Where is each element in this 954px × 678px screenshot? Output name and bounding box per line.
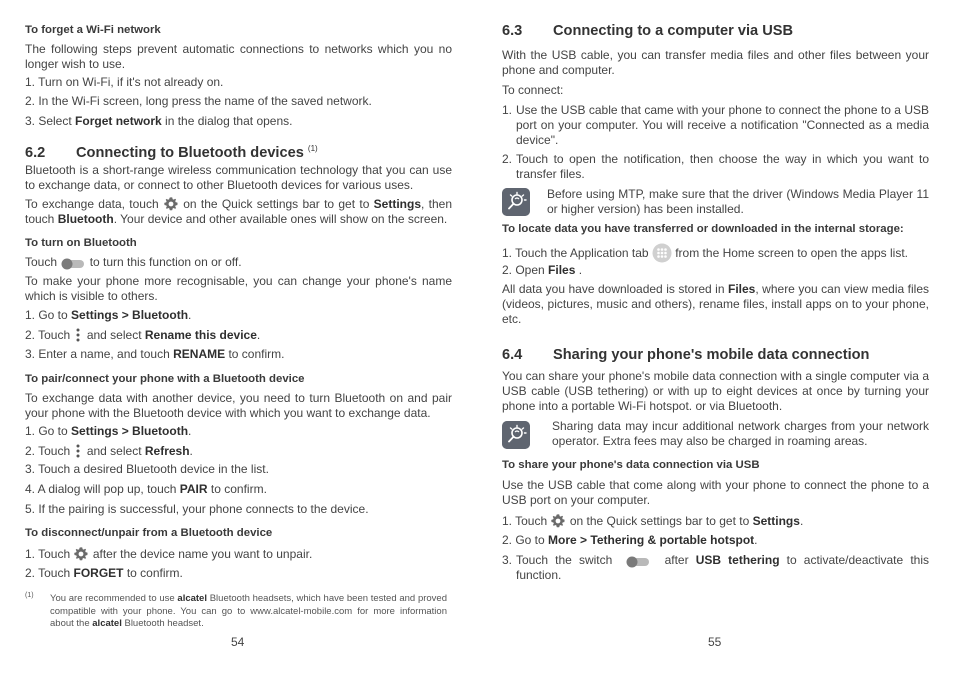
turn-on-bluetooth-touch: Touch to turn this function on or off.	[25, 255, 242, 269]
share-step-2: 2. Go to More > Tethering & portable hotspot.	[502, 533, 758, 547]
forget-wifi-heading: To forget a Wi-Fi network	[25, 24, 161, 36]
share-step-3: 3. Touch the switch after USB tethering to activate/deactivate this function.	[502, 553, 929, 582]
app-drawer-icon	[652, 243, 672, 263]
pair-heading: To pair/connect your phone with a Bluetooth device	[25, 373, 305, 385]
usb-step-1: 1. Use the USB cable that came with your phone to connect the phone to a USB port on your computer. You will receive a notification "Connected as a media device".	[502, 103, 929, 147]
usb-tip	[502, 187, 929, 219]
turn-on-bluetooth-heading: To turn on Bluetooth	[25, 237, 137, 249]
forget-step-1: 1. Turn on Wi-Fi, if it's not already on.	[25, 75, 224, 89]
page-number-right: 55	[708, 635, 722, 649]
pair-intro: To exchange data with another device, you need to turn Bluetooth on and pair your phone with the Bluetooth device with which you want to exchange data.	[25, 391, 452, 420]
share-usb-para: Use the USB cable that come along with your phone to connect the phone to a USB port on your computer.	[502, 478, 929, 507]
pair-step-4: 4. A dialog will pop up, touch PAIR to confirm.	[25, 482, 267, 496]
section-heading-sharing: 6.4 Sharing your phone's mobile data connection	[502, 347, 870, 363]
unpair-heading: To disconnect/unpair from a Bluetooth device	[25, 527, 273, 539]
more-options-icon	[73, 443, 83, 459]
page-number-left: 54	[231, 635, 245, 649]
locate-step-1: 1. Touch the Application tab from the Home screen to open the apps list.	[502, 243, 929, 263]
footnote-text: You are recommended to use alcatel Bluetooth headsets, which have been tested and proved compatible with your phone. You can go to www.alcatel-mobile.com for more information about the alcatel Bluetooth headset.	[50, 593, 447, 629]
forget-wifi-intro: The following steps prevent automatic connections to networks which you no longer wish to use.	[25, 42, 452, 71]
lightbulb-tip-icon	[502, 188, 530, 216]
forget-wifi-section	[25, 23, 452, 38]
usb-to-connect: To connect:	[502, 83, 564, 97]
gear-icon	[163, 196, 179, 212]
usb-tip-text: Before using MTP, make sure that the driver (Windows Media Player 11 or higher version) has been installed.	[547, 187, 929, 216]
lightbulb-tip-icon	[502, 421, 530, 449]
bluetooth-intro: Bluetooth is a short-range wireless communication technology that you can use to exchange data, or connect to other Bluetooth devices for various uses.	[25, 163, 452, 192]
share-usb-heading: To share your phone's data connection via USB	[502, 459, 760, 471]
more-options-icon	[73, 327, 83, 343]
section-heading-bluetooth: 6.2 Connecting to Bluetooth devices $^{(1)}$	[25, 144, 318, 161]
unpair-step-2: 2. Touch FORGET to confirm.	[25, 566, 183, 580]
pair-step-3: 3. Touch a desired Bluetooth device in the list.	[25, 462, 269, 476]
usb-intro: With the USB cable, you can transfer media files and other files between your phone and computer.	[502, 48, 929, 77]
footnote-mark: (1)	[25, 592, 34, 599]
gear-icon	[550, 513, 566, 529]
pair-step-2: 2. Touch and select Refresh.	[25, 444, 193, 458]
forget-step-3: 3. Select Forget network in the dialog that opens.	[25, 114, 293, 128]
locate-para: All data you have downloaded is stored in Files, where you can view media files (videos, pictures, music and others), rename files, install apps on to your phone, etc.	[502, 282, 929, 326]
pair-step-1: 1. Go to Settings > Bluetooth.	[25, 424, 192, 438]
sharing-tip-text: Sharing data may incur additional network charges from your network operator. Extra fees may also be charged in roaming areas.	[552, 419, 929, 448]
rename-step-2: 2. Touch and select Rename this device.	[25, 328, 261, 342]
gear-icon	[73, 546, 89, 562]
footnote	[25, 593, 452, 629]
usb-step-2: 2. Touch to open the notification, then choose the way in which you want to transfer files.	[502, 152, 929, 181]
locate-heading: To locate data you have transferred or downloaded in the internal storage:	[502, 223, 904, 235]
forget-step-2: 2. In the Wi-Fi screen, long press the name of the saved network.	[25, 94, 372, 108]
sharing-tip	[502, 419, 929, 451]
rename-intro: To make your phone more recognisable, you can change your phone's name which is visible to others.	[25, 274, 452, 303]
pair-step-5: 5. If the pairing is successful, your phone connects to the device.	[25, 502, 369, 516]
locate-step-2: 2. Open Files .	[502, 263, 583, 277]
share-step-1: 1. Touch on the Quick settings bar to get to Settings.	[502, 514, 804, 528]
rename-step-1: 1. Go to Settings > Bluetooth.	[25, 308, 192, 322]
sharing-intro: You can share your phone's mobile data connection with a single computer via a USB cable (USB tethering) or with up to eight devices at once by turning your phone into a portable Wi-Fi hotspot. or via Bluetooth.	[502, 369, 929, 413]
rename-step-3: 3. Enter a name, and touch RENAME to confirm.	[25, 347, 285, 361]
section-heading-usb: 6.3 Connecting to a computer via USB	[502, 23, 794, 39]
bluetooth-exchange-para: To exchange data, touch on the Quick settings bar to get to Settings, then touch Bluetooth. Your device and other available ones will show on the screen.	[25, 197, 452, 226]
toggle-switch-icon	[625, 556, 651, 568]
unpair-step-1: 1. Touch after the device name you want to unpair.	[25, 547, 313, 561]
footnote-ref: (1)	[307, 144, 318, 153]
toggle-switch-icon	[60, 258, 86, 270]
